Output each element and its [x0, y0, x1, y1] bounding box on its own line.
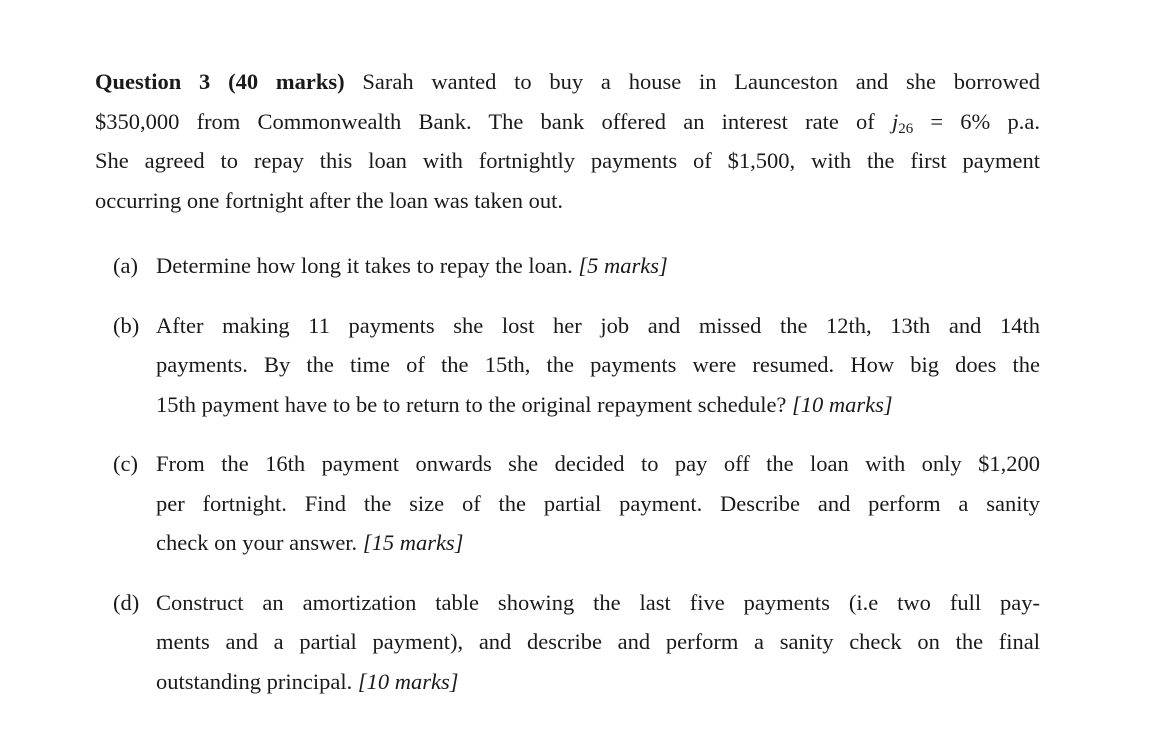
intro-line-3 [95, 141, 1040, 181]
intro-line-1 [95, 62, 1040, 102]
question-parts [95, 246, 1040, 701]
intro-line-2 [95, 102, 1040, 142]
part-d [95, 583, 1040, 702]
part-label: (c) [113, 451, 138, 476]
part-line: From the 16th payment onwards she decided to pay off the loan with only $1,200 [156, 451, 1040, 476]
part-a [95, 246, 1040, 286]
intro-text-1: Sarah wanted to buy a house in Launceston and she borrowed [344, 69, 1040, 94]
question-heading: Question 3 (40 marks) [95, 69, 345, 94]
part-text: outstanding principal. [156, 668, 358, 694]
marks-label: [5 marks] [578, 253, 668, 278]
intro-line-4 [95, 181, 1040, 221]
marks-label: [10 marks] [357, 668, 459, 694]
marks-label: [10 marks] [792, 391, 893, 417]
part-line [156, 246, 1040, 286]
intro-text-2: $350,000 from Commonwealth Bank. The bank offered an interest rate of [95, 108, 892, 134]
part-c [95, 444, 1040, 563]
part-label: (b) [113, 312, 140, 338]
part-line: per fortnight. Find the size of the partial payment. Describe and perform a sanity [156, 490, 1040, 516]
part-line [156, 385, 1040, 425]
rate-value: = 6% p.a. [913, 108, 1040, 134]
part-label: (a) [113, 253, 138, 278]
question-intro [95, 62, 1040, 220]
part-line [156, 662, 1040, 702]
part-line [156, 523, 1040, 563]
part-text: 15th payment have to be to return to the original repayment schedule? [156, 391, 793, 417]
rate-symbol: j [891, 108, 899, 134]
part-line: payments. By the time of the 15th, the payments were resumed. How big does the [156, 352, 1040, 377]
part-b [95, 306, 1040, 425]
marks-label: [15 marks] [362, 530, 464, 555]
question-document [95, 62, 1040, 721]
intro-text-4: occurring one fortnight after the loan was taken out. [95, 187, 563, 213]
part-line: ments and a partial payment), and describe and perform a sanity check on the final [156, 629, 1040, 654]
part-label: (d) [113, 589, 140, 615]
part-text: Determine how long it takes to repay the loan. [156, 253, 579, 278]
rate-subscript: 26 [898, 120, 914, 137]
part-line: Construct an amortization table showing the last five payments (i.e two full pay- [156, 589, 1040, 615]
part-line: After making 11 payments she lost her job and missed the 12th, 13th and 14th [156, 312, 1040, 338]
intro-text-3: She agreed to repay this loan with fortnightly payments of $1,500, with the first payment [95, 148, 1040, 173]
part-text: check on your answer. [156, 530, 363, 555]
